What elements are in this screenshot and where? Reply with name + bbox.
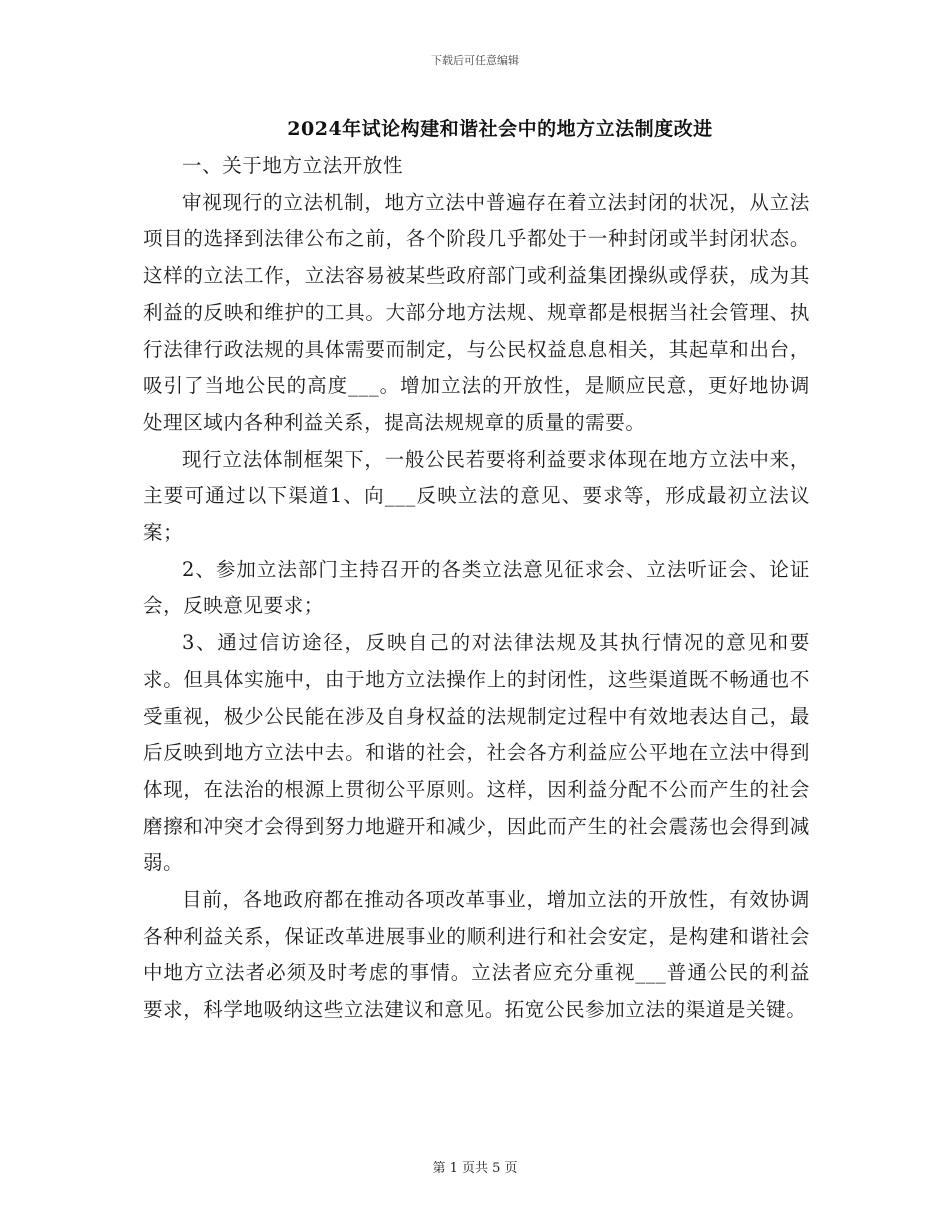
body-paragraph: 2、参加立法部门主持召开的各类立法意见征求会、立法听证会、论证会，反映意见要求； (143, 557, 810, 618)
body-paragraph: 现行立法体制框架下，一般公民若要将利益要求体现在地方立法中来，主要可通过以下渠道1、向___反映立法的意见、要求等，形成最初立法议案； (143, 447, 810, 545)
body-paragraph: 审视现行的立法机制，地方立法中普遍存在着立法封闭的状况，从立法项目的选择到法律公布之前，各个阶段几乎都处于一种封闭或半封闭状态。这样的立法工作，立法容易被某些政府部门或利益集团操纵或俘获，成为其利益的反映和维护的工具。大部分地方法规、规章都是根据当社会管理、执行法律行政法规的具体需要而制定，与公民权益息息相关，其起草和出台，吸引了当地公民的高度___。增加立法的开放性，是顺应民意，更好地协调处理区域内各种利益关系，提高法规规章的质量的需要。 (143, 190, 810, 434)
page-header-note: 下载后可任意编辑 (431, 54, 519, 67)
body-paragraph: 目前，各地政府都在推动各项改革事业，增加立法的开放性，有效协调各种利益关系，保证改革进展事业的顺利进行和社会安定，是构建和谐社会中地方立法者必须及时考虑的事情。立法者应充分重视___普通公民的利益要求，科学地吸纳这些立法建议和意见。拓宽公民参加立法的渠道是关键。 (143, 888, 810, 1022)
section-heading: 一、关于地方立法开放性 (182, 154, 404, 177)
body-paragraph: 3、通过信访途径，反映自己的对法律法规及其执行情况的意见和要求。但具体实施中，由于地方立法操作上的封闭性，这些渠道既不畅通也不受重视，极少公民能在涉及自身权益的法规制定过程中有效地表达自己，最后反映到地方立法中去。和谐的社会，社会各方利益应公平地在立法中得到体现，在法治的根源上贯彻公平原则。这样，因利益分配不公而产生的社会磨擦和冲突才会得到努力地避开和减少，因此而产生的社会震荡也会得到减弱。 (143, 631, 810, 875)
page-number: 第 1 页共 5 页 (432, 1161, 518, 1176)
document-body (143, 148, 810, 1029)
document-title: 2024年试论构建和谐社会中的地方立法制度改进 (287, 118, 713, 140)
